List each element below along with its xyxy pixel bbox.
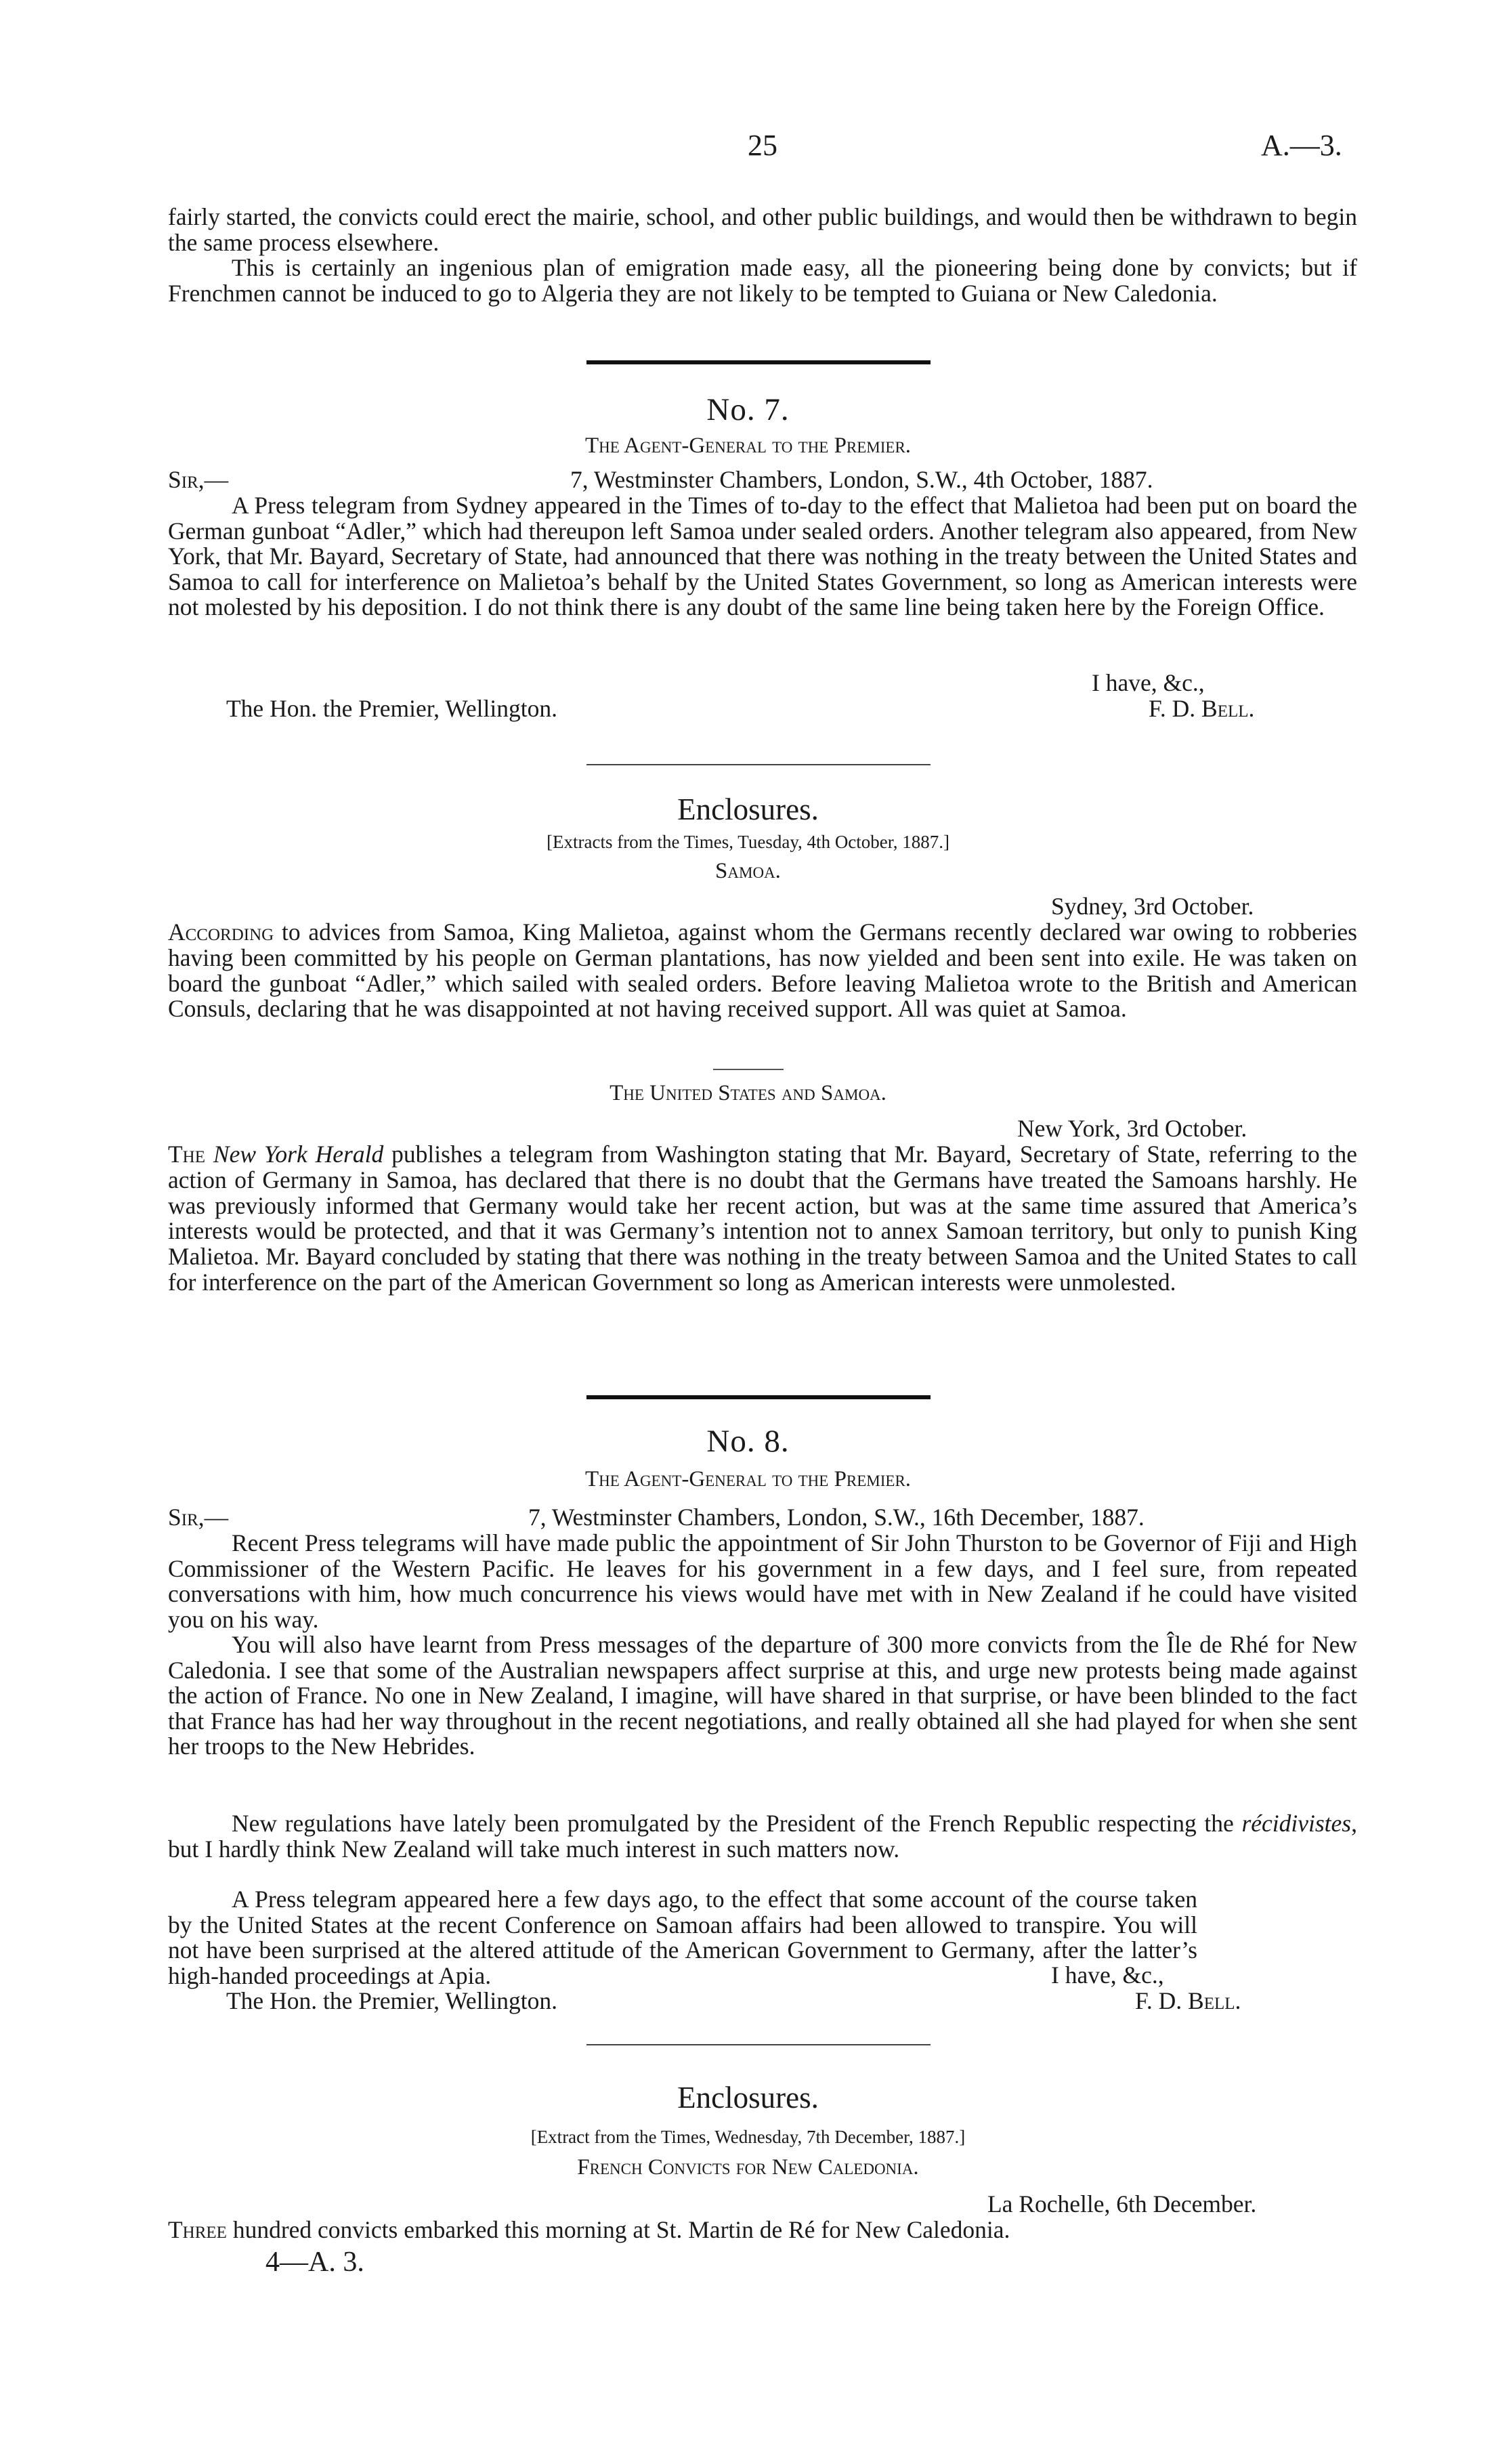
letter-7-closing: I have, &c., — [1092, 669, 1205, 696]
letter-8-paragraph-4: A Press telegram appeared here a few days ago, to the effect that some account of the course taken by the United States at the recent Conference on Samoan affairs had been allowed to transpire. You will not have been surprised at the altered attitude of the American Government to Germany, after the latter’s high-handed proceedings at Apia. — [168, 1886, 1197, 1989]
us-samoa-article-body: publishes a telegram from Washington stating that Mr. Bayard, Secretary of State, referring to the action of Germany in Samoa, has declared that there is no doubt that the Germans have treated the Samoans harshly. He was previously informed that Germany would take her recent action, but was at the same time assured that America’s interests would be protected, and that it was Germany’s intention not to annex Samoan territory, but only to punish King Malietoa. Mr. Bayard concluded by stating that there was nothing in the treaty between Samoa and the United States to call for interference on the part of the American Government so long as American interests were unmolested. — [168, 1141, 1357, 1296]
french-convicts-article — [168, 2217, 1357, 2243]
letter-8-addressee: The Hon. the Premier, Wellington. — [226, 1987, 558, 2014]
letter-7-subtitle: The Agent-General to the Premier. — [584, 433, 912, 458]
letter-7-signature: F. D. Bell. — [1149, 695, 1255, 722]
us-samoa-article-lead: The — [168, 1141, 206, 1168]
letter-7-title: No. 7. — [706, 392, 790, 427]
letter-7-body: A Press telegram from Sydney appeared in the Times of to-day to the effect that Malietoa had been put on board the German gunboat “Adler,” which had thereupon left Samoa under sealed orders. Another telegram also appeared, from New York, that Mr. Bayard, Secretary of State, had announced that there was nothing in the treaty between the United States and Samoa to call for interference on Malietoa’s behalf by the United States Government, so long as American interests were not molested by his deposition. I do not think there is any doubt of the same line being taken here by the Foreign Office. — [168, 492, 1357, 621]
enclosures-source: [Extracts from the Times, Tuesday, 4th October, 1887.] — [547, 832, 949, 852]
letter-8-subtitle: The Agent-General to the Premier. — [584, 1467, 912, 1491]
letter-8-signature: F. D. Bell. — [1135, 1987, 1241, 2014]
recidivistes-term: récidivistes — [1241, 1810, 1352, 1837]
enclosure-divider — [586, 764, 931, 765]
letter-8-paragraph-1: Recent Press telegrams will have made public the appointment of Sir John Thurston to be Governor of Fiji and High Commissioner of the Western Pacific. He leaves for his government in a few days, and I feel sure, from repeated conversations with him, how much concurrence his views would have met with in New Zealand if he could have visited you on his way. — [168, 1529, 1357, 1633]
samoa-article-lead: According — [168, 918, 274, 946]
intro-paragraph-1: fairly started, the convicts could erect the mairie, school, and other public buildings, and would then be withdrawn to begin the same process elsewhere. — [168, 203, 1357, 256]
samoa-article — [168, 920, 1357, 1022]
letter-7-address: 7, Westminster Chambers, London, S.W., 4th October, 1887. — [570, 466, 1153, 493]
paragraph-3-text-a: New regulations have lately been promulgated by the President of the French Republic respecting the — [232, 1810, 1242, 1837]
letter-8-paragraph-2: You will also have learnt from Press messages of the departure of 300 more convicts from the Île de Rhé for New Caledonia. I see that some of the Australian newspapers affect surprise at this, and urge new protests being made against the action of France. No one in New Zealand, I imagine, will have shared in that surprise, or have been blinded to the fact that France has had her way throughout in the recent negotiations, and really obtained all she had played for when she sent her troops to the New Hebrides. — [168, 1631, 1357, 1760]
letter-8-paragraph-3 — [168, 1811, 1357, 1862]
enclosures-2-source: [Extract from the Times, Wednesday, 7th December, 1887.] — [530, 2127, 966, 2147]
french-convicts-body: hundred convicts embarked this morning at St. Martin de Ré for New Caledonia. — [226, 2216, 1010, 2243]
french-convicts-title: French Convicts for New Caledonia. — [577, 2155, 919, 2180]
samoa-dateline: Sydney, 3rd October. — [1051, 893, 1254, 920]
enclosure-divider-2 — [586, 2044, 931, 2045]
french-convicts-lead: Three — [168, 2216, 227, 2243]
enclosures-heading: Enclosures. — [677, 792, 819, 826]
us-samoa-article — [168, 1142, 1357, 1296]
samoa-section-title: Samoa. — [715, 859, 781, 883]
page-number: 25 — [748, 129, 777, 162]
samoa-article-body: to advices from Samoa, King Malietoa, against whom the Germans recently declared war owing to robberies having been committed by his people on German plantations, has now yielded and been sent into exile. He was taken on board the gunboat “Adler,” which sailed with sealed orders. Before leaving Malietoa wrote to the British and American Consuls, declaring that he was disappointed at not having received support. All was quiet at Samoa. — [168, 918, 1357, 1023]
us-samoa-section-title: The United States and Samoa. — [610, 1081, 886, 1105]
enclosures-2-heading: Enclosures. — [677, 2081, 819, 2115]
newspaper-name: New York Herald — [213, 1141, 384, 1168]
letter-8-address: 7, Westminster Chambers, London, S.W., 16th December, 1887. — [528, 1504, 1145, 1531]
document-reference: A.—3. — [1261, 129, 1342, 162]
letter-7-salutation: Sir,— — [168, 466, 229, 493]
letter-7-addressee: The Hon. the Premier, Wellington. — [226, 695, 558, 722]
letter-8-closing: I have, &c., — [1051, 1961, 1164, 1989]
la-rochelle-dateline: La Rochelle, 6th December. — [987, 2190, 1257, 2217]
section-divider-2 — [586, 1395, 931, 1399]
us-samoa-dateline: New York, 3rd October. — [1017, 1115, 1247, 1142]
letter-8-title: No. 8. — [706, 1424, 790, 1459]
letter-8-salutation: Sir,— — [168, 1504, 229, 1531]
section-divider — [586, 360, 931, 364]
signature-mark: 4—A. 3. — [265, 2247, 364, 2278]
intro-paragraph-2: This is certainly an ingenious plan of emigration made easy, all the pioneering being done by convicts; but if Frenchmen cannot be induced to go to Algeria they are not likely to be tempted to Guiana or New Caledonia. — [168, 254, 1357, 307]
article-divider — [713, 1069, 784, 1070]
paragraph-3-text-b: , but I hardly think New Zealand will take much interest in such matters now. — [168, 1810, 1357, 1863]
